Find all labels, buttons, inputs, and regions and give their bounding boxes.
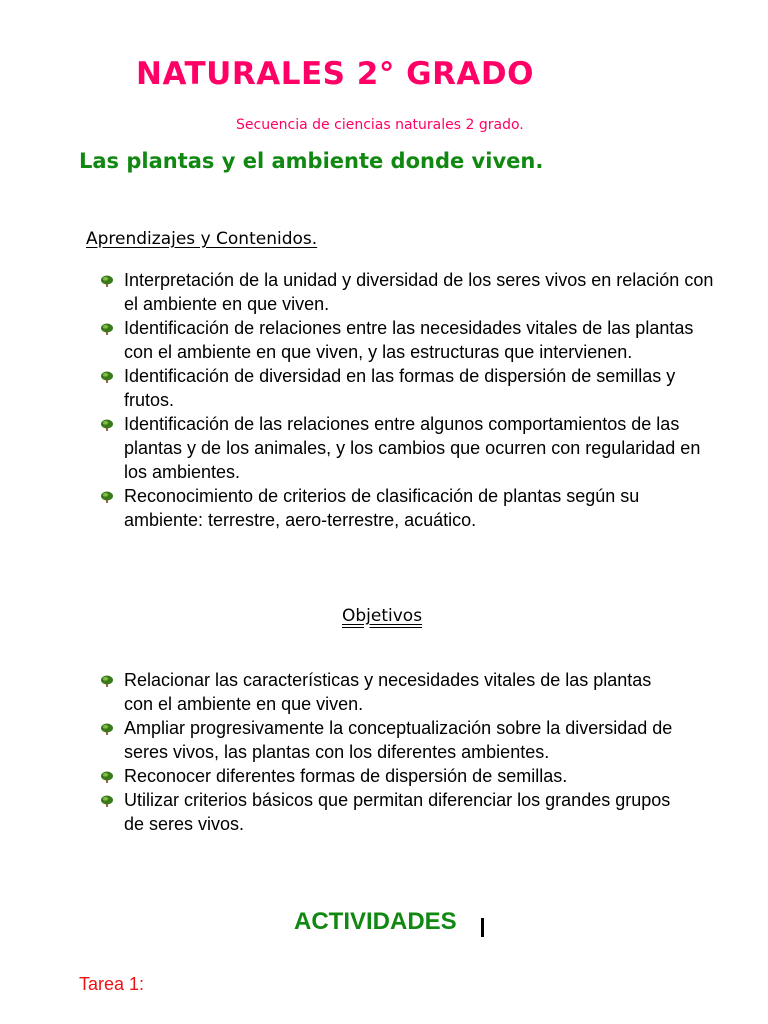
tree-bullet-icon [100, 675, 114, 687]
tree-bullet-icon [100, 419, 114, 431]
list-item-text: Reconocimiento de criterios de clasificación de plantas según su ambiente: terrestre, aero-terrestre, acuático. [124, 486, 640, 530]
tree-bullet-icon [100, 371, 114, 383]
list-item [100, 364, 720, 412]
list-item-text: Ampliar progresivamente la conceptualización sobre la diversidad de seres vivos, las plantas con los diferentes ambientes. [124, 718, 673, 762]
aprendizajes-list [100, 268, 720, 532]
list-item [100, 716, 680, 764]
list-item [100, 412, 720, 484]
list-item-text: Relacionar las características y necesidades vitales de las plantas con el ambiente en que viven. [124, 670, 652, 714]
tree-bullet-icon [100, 275, 114, 287]
aprendizajes-heading: Aprendizajes y Contenidos. [86, 229, 318, 249]
list-item [100, 268, 720, 316]
tree-bullet-icon [100, 771, 114, 783]
topic-heading: Las plantas y el ambiente donde viven. [79, 149, 544, 173]
objetivos-list [100, 668, 680, 836]
page-title: NATURALES 2° GRADO [136, 56, 535, 92]
tree-bullet-icon [100, 323, 114, 335]
list-item-text: Identificación de diversidad en las formas de dispersión de semillas y frutos. [124, 366, 676, 410]
list-item-text: Utilizar criterios básicos que permitan diferenciar los grandes grupos de seres vivos. [124, 790, 671, 834]
tree-bullet-icon [100, 795, 114, 807]
list-item-text: Interpretación de la unidad y diversidad de los seres vivos en relación con el ambiente en que viven. [124, 270, 714, 314]
objetivos-heading: Objetivos [342, 606, 423, 626]
tree-bullet-icon [100, 491, 114, 503]
tarea-label: Tarea 1: [79, 974, 145, 994]
list-item [100, 764, 680, 788]
list-item [100, 668, 680, 716]
text-cursor [481, 918, 484, 937]
activities-heading: ACTIVIDADES [294, 908, 457, 935]
tree-bullet-icon [100, 723, 114, 735]
list-item-text: Reconocer diferentes formas de dispersión de semillas. [124, 766, 568, 786]
list-item-text: Identificación de las relaciones entre algunos comportamientos de las plantas y de los animales, y los cambios que ocurren con regularidad en los ambientes. [124, 414, 701, 482]
list-item [100, 788, 680, 836]
list-item [100, 316, 720, 364]
list-item-text: Identificación de relaciones entre las necesidades vitales de las plantas con el ambiente en que viven, y las estructuras que intervienen. [124, 318, 694, 362]
page-subtitle: Secuencia de ciencias naturales 2 grado. [236, 117, 524, 133]
list-item [100, 484, 720, 532]
